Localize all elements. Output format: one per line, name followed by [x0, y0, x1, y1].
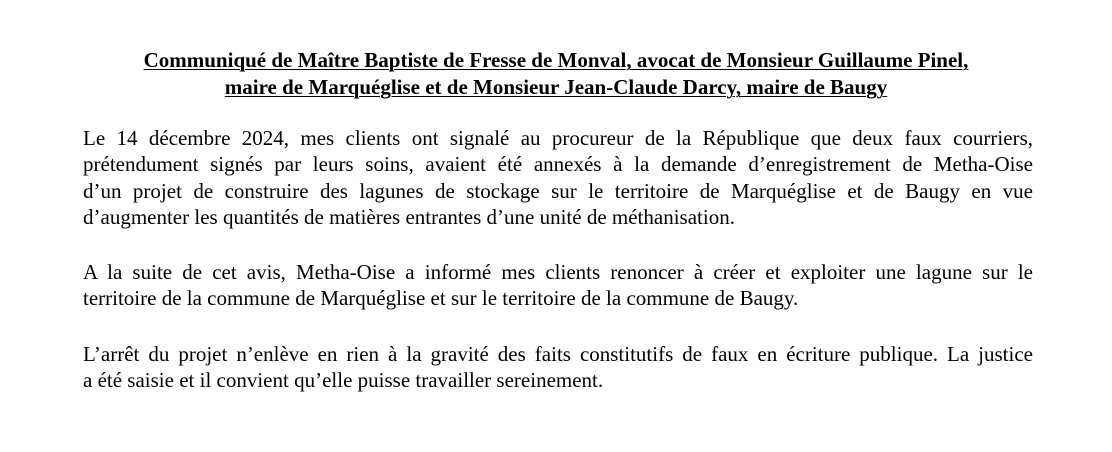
paragraph-line: prétendument signés par leurs soins, avaient été annexés à la demande d’enregistrement de Metha-Oise — [83, 152, 1033, 177]
title-line-1: Communiqué de Maître Baptiste de Fresse de Monval, avocat de Monsieur Guillaume Pinel, — [143, 48, 969, 72]
paragraph-line: Le 14 décembre 2024, mes clients ont signalé au procureur de la République que deux faux courriers, — [83, 126, 1033, 150]
paragraph-line: A la suite de cet avis, Metha-Oise a informé mes clients renoncer à créer et exploiter une lagune sur le — [83, 260, 1033, 284]
title-line-2: maire de Marquéglise et de Monsieur Jean-Claude Darcy, maire de Baugy — [224, 75, 888, 99]
paragraph-line: d’augmenter les quantités de matières entrantes d’une unité de méthanisation. — [83, 205, 735, 230]
paragraph-justice-seized — [83, 341, 1033, 394]
paragraph-report-to-prosecutor — [83, 125, 1033, 231]
paragraph-line: L’arrêt du projet n’enlève en rien à la gravité des faits constitutifs de faux en écriture publique. La justice — [83, 342, 1033, 366]
press-release-title — [0, 47, 1112, 101]
paragraph-project-abandoned — [83, 259, 1033, 312]
paragraph-line: d’un projet de construire des lagunes de stockage sur le territoire de Marquéglise et de Baugy en vue — [83, 178, 1033, 203]
paragraph-line: a été saisie et il convient qu’elle puisse travailler sereinement. — [83, 368, 604, 393]
paragraph-line: territoire de la commune de Marquéglise et sur le territoire de la commune de Baugy. — [83, 286, 799, 311]
